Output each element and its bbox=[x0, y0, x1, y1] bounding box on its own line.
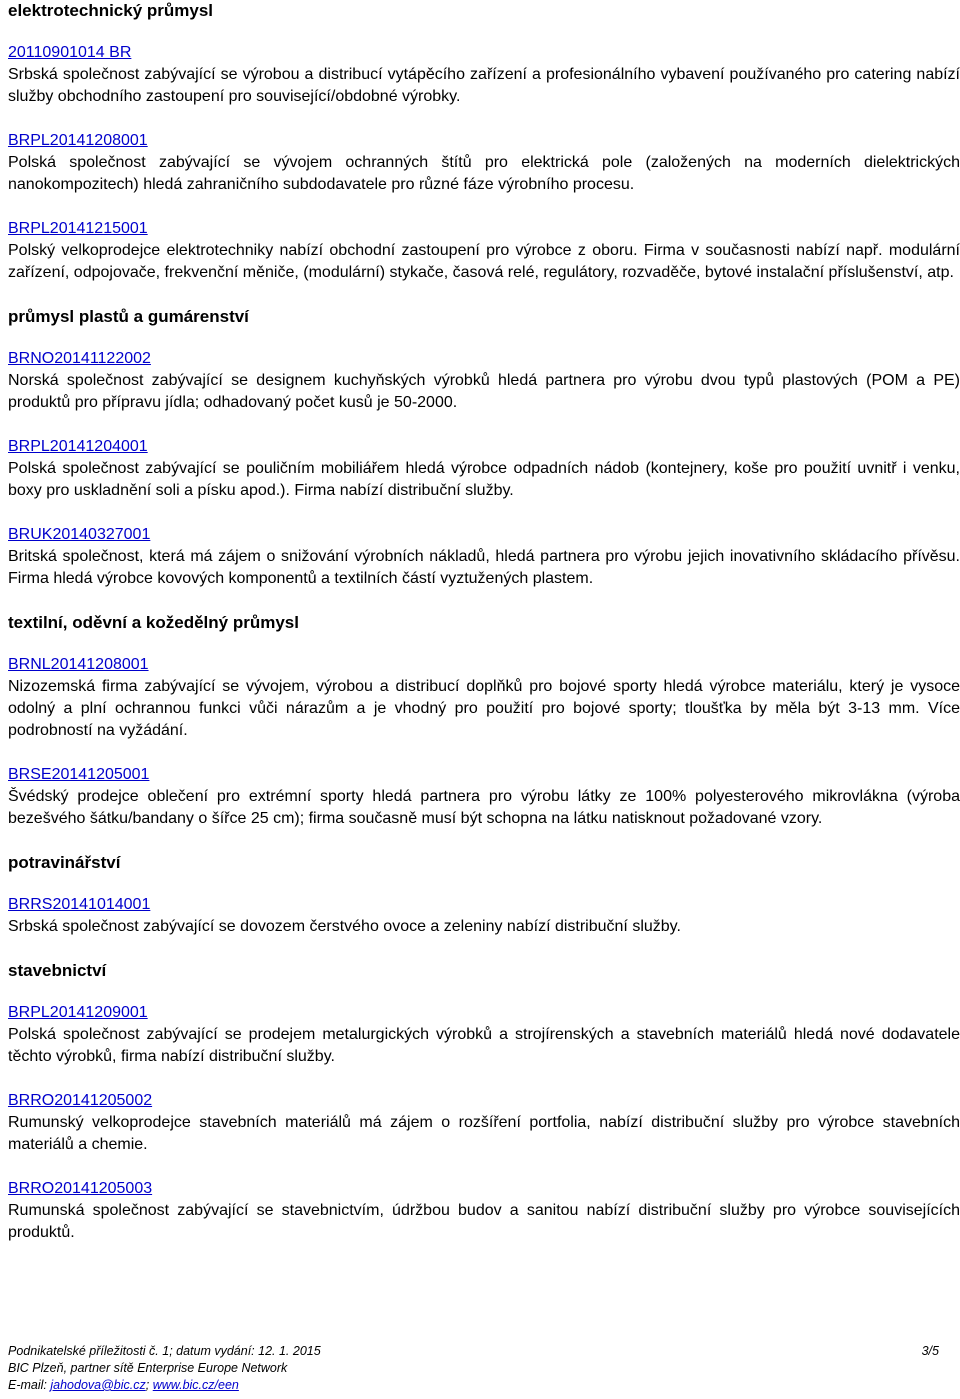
entry-description: Polský velkoprodejce elektrotechniky nabízí obchodní zastoupení pro výrobce z oboru. Firma v současnosti nabízí např. modulární zařízení, odpojovače, frekvenční měniče, (modulární) stykače, časová relé, regulátory, rozvaděče, bytové instalační příslušenství, atp. bbox=[8, 242, 960, 281]
entry-code-link[interactable]: BRSE20141205001 bbox=[8, 766, 150, 783]
section-title: stavebnictví bbox=[8, 961, 107, 980]
entry-code-link[interactable]: BRPL20141215001 bbox=[8, 220, 148, 237]
entry bbox=[8, 654, 960, 742]
entry bbox=[8, 130, 960, 196]
entry-code-link[interactable]: BRRS20141014001 bbox=[8, 896, 151, 913]
entry-description: Polská společnost zabývající se pouličním mobiliářem hledá výrobce odpadních nádob (kontejnery, koše pro použití uvnitř i venku, boxy pro uskladnění soli a písku apod.). Firma nabízí distribuční služby. bbox=[8, 460, 960, 499]
entry-description: Rumunský velkoprodejce stavebních materiálů má zájem o rozšíření portfolia, nabízí distribuční služby pro výrobce stavebních materiálů a chemie. bbox=[8, 1114, 960, 1153]
entry bbox=[8, 1002, 960, 1068]
entry-code-link[interactable]: BRRO20141205003 bbox=[8, 1180, 153, 1197]
footer-row-1 bbox=[8, 1343, 939, 1360]
section-title: průmysl plastů a gumárenství bbox=[8, 307, 249, 326]
organization-line: BIC Plzeň, partner sítě Enterprise Europe Network bbox=[8, 1361, 288, 1375]
entry-code-link[interactable]: BRNO20141122002 bbox=[8, 350, 151, 367]
entry bbox=[8, 1090, 960, 1156]
entry-code-link[interactable]: BRPL20141209001 bbox=[8, 1004, 148, 1021]
email-link[interactable]: jahodova@bic.cz bbox=[50, 1378, 146, 1392]
entry-description: Norská společnost zabývající se designem kuchyňských výrobků hledá partnera pro výrobu dvou typů plastových (POM a PE) produktů pro přípravu jídla; odhadovaný počet kusů je 50-2000. bbox=[8, 372, 960, 411]
entry-description: Polská společnost zabývající se prodejem metalurgických výrobků a strojírenských a stavebních materiálů hledá nové dodavatele těchto výrobků, firma nabízí distribuční služby. bbox=[8, 1026, 960, 1065]
entry-code-link[interactable]: BRNL20141208001 bbox=[8, 656, 149, 673]
entry bbox=[8, 764, 960, 830]
entry-description: Nizozemská firma zabývající se vývojem, výrobou a distribucí doplňků pro bojové sporty hledá výrobce materiálu, který je vysoce odolný a plní ochrannou funkci vůči nárazům a je vhodný pro použití pro bojové sporty; tloušťka by měla být 3-13 mm. Více podrobností na vyžádání. bbox=[8, 678, 960, 739]
entry bbox=[8, 436, 960, 502]
entry bbox=[8, 218, 960, 284]
entry-code-link[interactable]: BRPL20141208001 bbox=[8, 132, 148, 149]
section-title: elektrotechnický průmysl bbox=[8, 1, 214, 20]
entry-description: Britská společnost, která má zájem o snižování výrobních nákladů, hledá partnera pro výrobu jejich inovativního skládacího přívěsu. Firma hledá výrobce kovových komponentů a textilních částí vyztužených plastem. bbox=[8, 548, 960, 587]
entry-description: Srbská společnost zabývající se výrobou a distribucí vytápěcího zařízení a profesionálního vybavení používaného pro catering nabízí služby obchodního zastoupení pro související/obdobné výrobky. bbox=[8, 66, 960, 105]
entry-description: Srbská společnost zabývající se dovozem čerstvého ovoce a zeleniny nabízí distribuční služby. bbox=[8, 918, 681, 935]
website-link[interactable]: www.bic.cz/een bbox=[152, 1378, 239, 1392]
entry bbox=[8, 1178, 960, 1244]
separator: ; bbox=[145, 1378, 153, 1392]
entry bbox=[8, 524, 960, 590]
page-footer bbox=[8, 1343, 939, 1394]
entry-description: Švédský prodejce oblečení pro extrémní sporty hledá partnera pro výrobu látky ze 100% polyesterového mikrovlákna (výroba bezešvého šátku/bandany o šířce 25 cm); firma současně musí být schopna na látku natisknout požadované vzory. bbox=[8, 788, 960, 827]
entry-code-link[interactable]: BRUK20140327001 bbox=[8, 526, 151, 543]
entry-code-link[interactable]: BRRO20141205002 bbox=[8, 1092, 153, 1109]
section-title: potravinářství bbox=[8, 853, 121, 872]
entry bbox=[8, 42, 960, 108]
section-title: textilní, oděvní a kožedělný průmysl bbox=[8, 613, 299, 632]
entry-code-link[interactable]: BRPL20141204001 bbox=[8, 438, 148, 455]
entry bbox=[8, 348, 960, 414]
document-body bbox=[8, 0, 960, 1266]
entry bbox=[8, 894, 960, 938]
email-label: E-mail: bbox=[8, 1378, 51, 1392]
publication-info: Podnikatelské příležitosti č. 1; datum vydání: 12. 1. 2015 bbox=[8, 1344, 321, 1358]
entry-code-link[interactable]: 20110901014 BR bbox=[8, 44, 132, 61]
entry-description: Rumunská společnost zabývající se stavebnictvím, údržbou budov a sanitou nabízí distribuční služby pro výrobce souvisejících produktů. bbox=[8, 1202, 960, 1241]
entry-description: Polská společnost zabývající se vývojem ochranných štítů pro elektrická pole (založených na moderních dielektrických nanokompozitech) hledá zahraničního subdodavatele pro různé fáze výrobního procesu. bbox=[8, 154, 960, 193]
contact-line bbox=[8, 1377, 939, 1394]
page-number: 3/5 bbox=[921, 1344, 939, 1358]
